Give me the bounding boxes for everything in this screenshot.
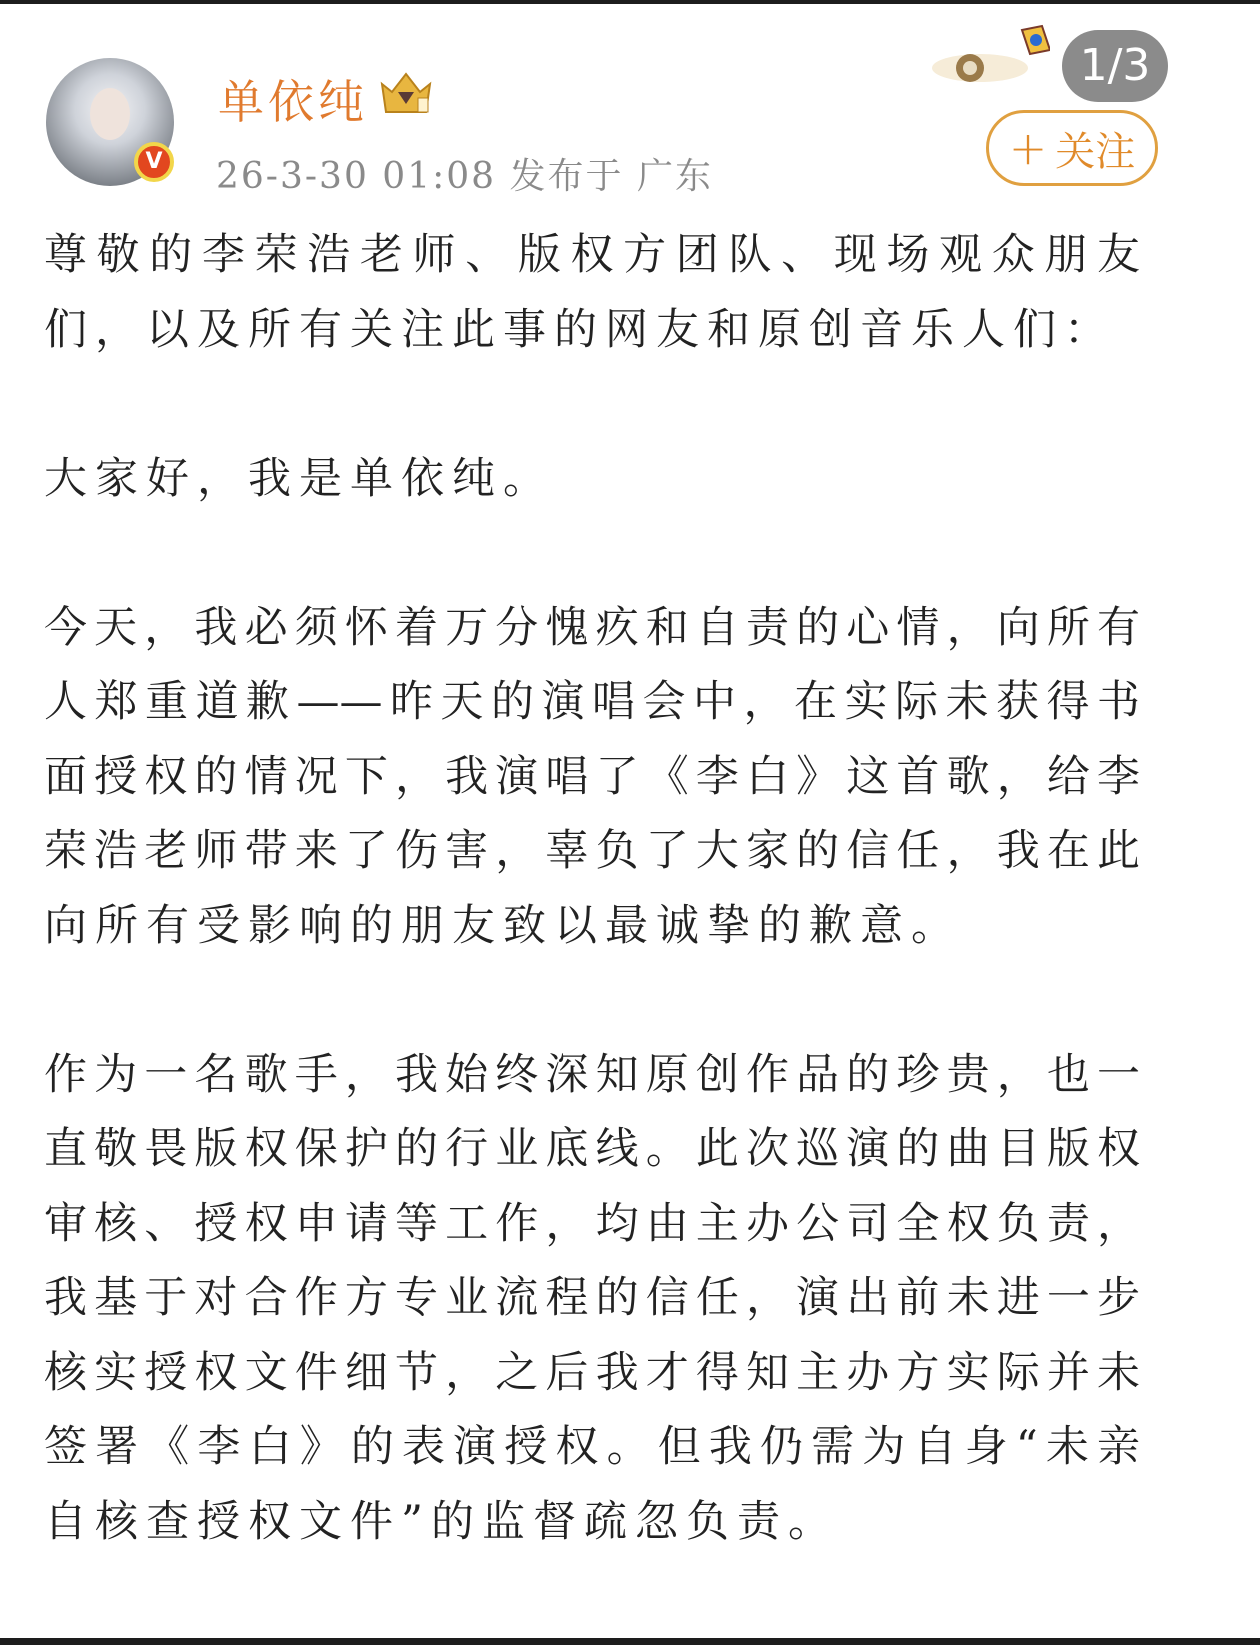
- post-text-line: 自核查授权文件”的监督疏忽负责。: [44, 1496, 839, 1547]
- location: 发布于 广东: [509, 156, 713, 197]
- image-pager: 1/3: [1062, 30, 1168, 102]
- post-text-line: 荣浩老师带来了伤害，辜负了大家的信任，我在此: [44, 826, 1140, 876]
- post-meta: [216, 148, 713, 199]
- post-text-line: 尊敬的李荣浩老师、版权方团队、现场观众朋友: [44, 230, 1140, 280]
- post-paragraph: [44, 591, 1140, 964]
- verified-badge-icon: V: [134, 142, 174, 182]
- decoration-icon: [930, 20, 1050, 90]
- post-text-line: 面授权的情况下，我演唱了《李白》这首歌，给李: [44, 751, 1140, 802]
- post-text-line: 人郑重道歉——昨天的演唱会中，在实际未获得书: [44, 677, 1140, 727]
- post-text-line: 我基于对合作方专业流程的信任，演出前未进一步: [44, 1273, 1140, 1323]
- post-text-line: 今天，我必须怀着万分愧疚和自责的心情，向所有: [44, 602, 1140, 653]
- bottom-border: [0, 1638, 1260, 1645]
- post-text-line: 大家好，我是单依纯。: [44, 453, 554, 504]
- post-text-line: 审核、授权申请等工作，均由主办公司全权负责，: [44, 1198, 1140, 1249]
- post-paragraph: [44, 1038, 1140, 1560]
- username[interactable]: 单依纯: [218, 75, 368, 129]
- post-text-line: 们，以及所有关注此事的网友和原创音乐人们：: [44, 304, 1115, 355]
- post-text-line: 签署《李白》的表演授权。但我仍需为自身“未亲: [44, 1422, 1140, 1472]
- plus-icon: +: [1008, 121, 1048, 175]
- crown-badge-icon: [378, 70, 434, 116]
- post-paragraph: [44, 218, 1140, 367]
- post-text-line: 直敬畏版权保护的行业底线。此次巡演的曲目版权: [44, 1124, 1140, 1174]
- post-text-line: 作为一名歌手，我始终深知原创作品的珍贵，也一: [44, 1049, 1140, 1100]
- post-body: [44, 218, 1140, 1634]
- post-paragraph: [44, 442, 1140, 517]
- post-text-line: 向所有受影响的朋友致以最诚挚的歉意。: [44, 900, 962, 951]
- follow-label: 关注: [1055, 128, 1136, 175]
- follow-button[interactable]: [986, 110, 1158, 186]
- timestamp: 26-3-30 01:08: [216, 156, 497, 197]
- top-border: [0, 0, 1260, 4]
- post-text-line: 核实授权文件细节，之后我才得知主办方实际并未: [44, 1347, 1140, 1398]
- avatar-face: [90, 88, 130, 140]
